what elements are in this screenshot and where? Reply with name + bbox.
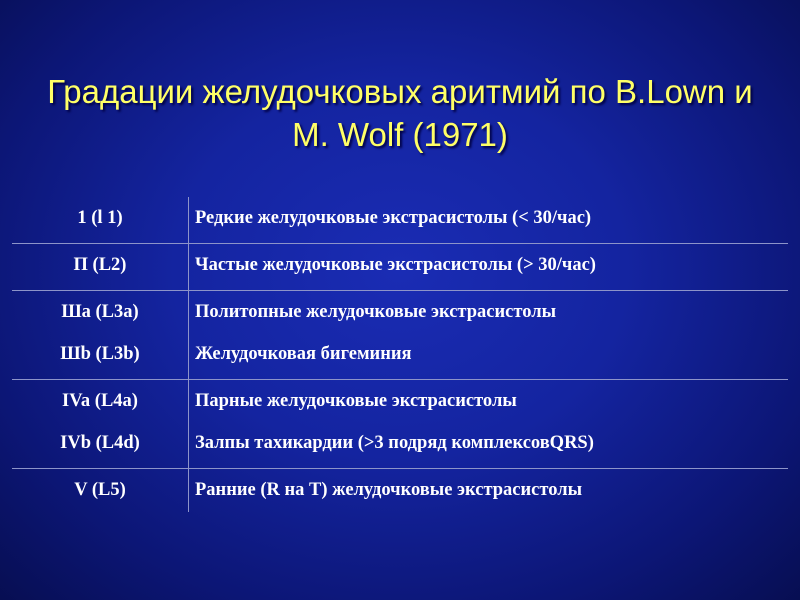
grade-label: IVb (L4d) [60,433,140,453]
table-row [12,291,788,380]
grade-cell [12,291,189,379]
description-text: Ранние (R на T) желудочковые экстрасистолы [195,480,583,500]
description-text: Залпы тахикардии (>3 подряд комплексовQRS) [195,433,594,453]
table-row [12,380,788,469]
description-cell [195,244,788,290]
description-cell [195,380,788,468]
grade-label: Ша (L3a) [61,302,139,322]
description-cell [195,197,788,243]
table-row [12,197,788,244]
description-text: Редкие желудочковые экстрасистолы (< 30/час) [195,208,592,228]
slide-title: Градации желудочковых аритмий по B.Lown и M. Wolf (1971) [47,73,753,153]
description-text: Парные желудочковые экстрасистолы [195,391,517,411]
table-row [12,244,788,291]
lown-grading-table [12,197,788,512]
grade-cell [12,380,189,468]
grade-label: П (L2) [73,255,127,275]
description-cell [195,291,788,379]
grade-label: Шb (L3b) [60,344,140,364]
description-text: Частые желудочковые экстрасистолы (> 30/час) [195,255,596,275]
description-cell [195,469,788,512]
description-text: Политопные желудочковые экстрасистолы [195,302,557,322]
grade-cell [12,244,189,290]
grade-label: IVa (L4a) [62,391,138,411]
description-text: Желудочковая бигеминия [195,344,412,364]
grade-label: 1 (l 1) [77,208,123,228]
grade-cell [12,469,189,512]
grade-label: V (L5) [74,480,126,500]
grade-cell [12,197,189,243]
table-row [12,469,788,512]
